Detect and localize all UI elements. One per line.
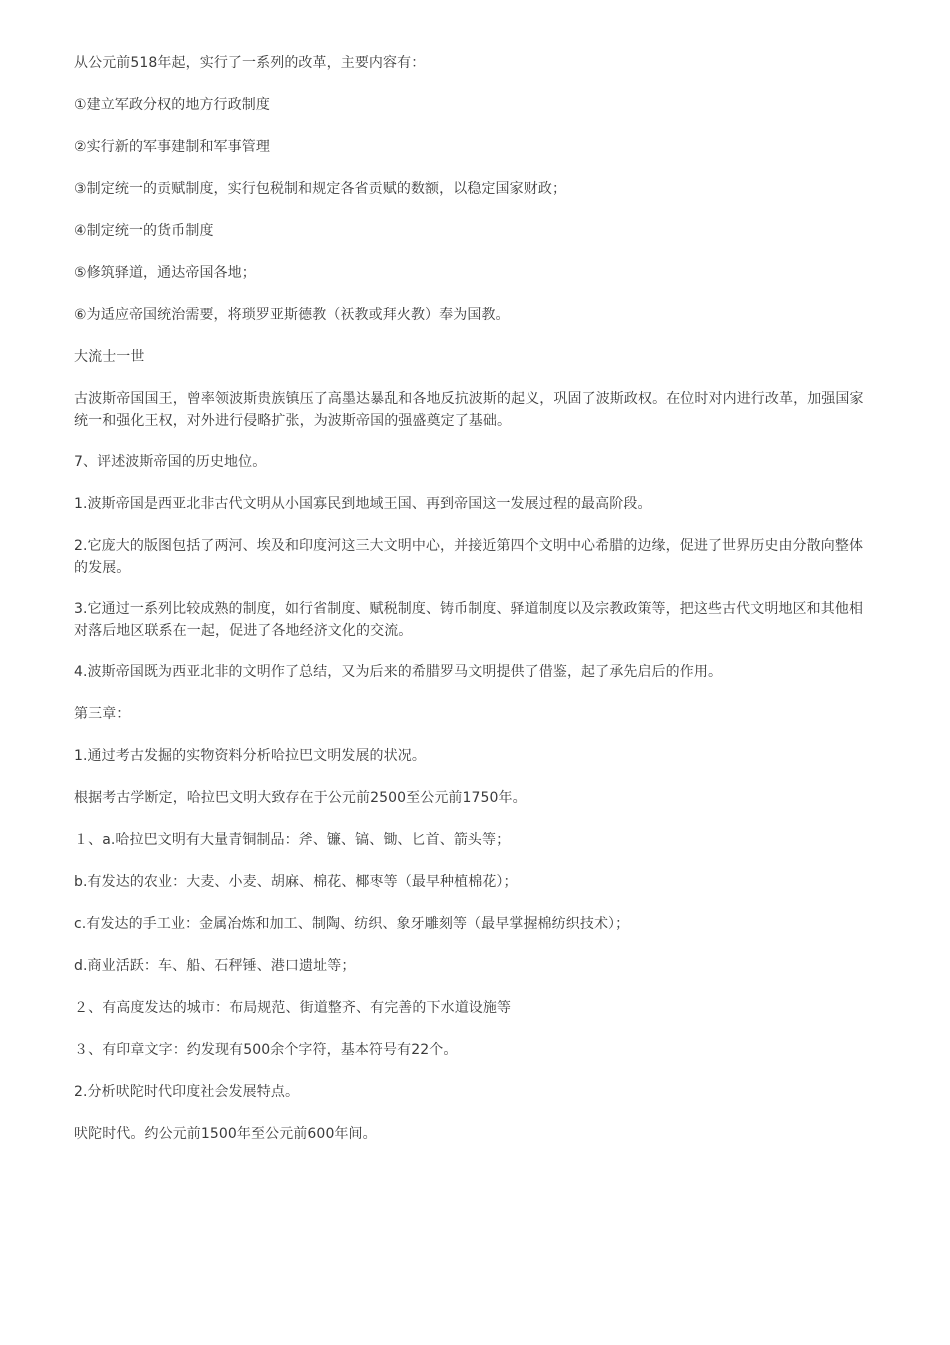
paragraph-harappa-1b: b.有发达的农业：大麦、小麦、胡麻、棉花、椰枣等（最早种植棉花）； — [74, 874, 518, 890]
paragraph-darius-bio: 古波斯帝国国王，曾率领波斯贵族镇压了高墨达暴乱和各地反抗波斯的起义，巩固了波斯政权。在位时对内进行改革，加强国家统一和强化王权，对外进行侵略扩张，为波斯帝国的强盛奠定了基础。 — [74, 391, 864, 429]
heading-darius: 大流士一世 — [74, 349, 145, 365]
paragraph-harappa-1d: d.商业活跃：车、船、石秤锤、港口遗址等； — [74, 958, 356, 974]
paragraph-harappa-1a: １、a.哈拉巴文明有大量青铜制品：斧、镰、镐、锄、匕首、箭头等； — [74, 832, 511, 848]
question-7: 7、评述波斯帝国的历史地位。 — [74, 454, 267, 470]
question-vedic: 2.分析吠陀时代印度社会发展特点。 — [74, 1084, 300, 1100]
paragraph-harappa-2: ２、有高度发达的城市：布局规范、街道整齐、有完善的下水道设施等 — [74, 1000, 512, 1016]
question-harappa: 1.通过考古发掘的实物资料分析哈拉巴文明发展的状况。 — [74, 748, 426, 764]
paragraph-reform-4: ④制定统一的货币制度 — [74, 223, 214, 239]
paragraph-status-2: 2.它庞大的版图包括了两河、埃及和印度河这三大文明中心，并接近第四个文明中心希腊的边缘，促进了世界历史由分散向整体的发展。 — [74, 538, 864, 576]
paragraph-harappa-dating: 根据考古学断定，哈拉巴文明大致存在于公元前2500至公元前1750年。 — [74, 790, 527, 806]
paragraph-harappa-1c: c.有发达的手工业：金属冶炼和加工、制陶、纺织、象牙雕刻等（最早掌握棉纺织技术）； — [74, 916, 630, 932]
paragraph-status-1: 1.波斯帝国是西亚北非古代文明从小国寡民到地域王国、再到帝国这一发展过程的最高阶段。 — [74, 496, 652, 512]
paragraph-reform-6: ⑥为适应帝国统治需要，将琐罗亚斯德教（祆教或拜火教）奉为国教。 — [74, 307, 510, 323]
heading-chapter-3: 第三章： — [74, 706, 131, 722]
paragraph-reform-1: ①建立军政分权的地方行政制度 — [74, 97, 270, 113]
paragraph-vedic-period: 吠陀时代。约公元前1500年至公元前600年间。 — [74, 1126, 377, 1142]
paragraph-status-3: 3.它通过一系列比较成熟的制度，如行省制度、赋税制度、铸币制度、驿道制度以及宗教政策等，把这些古代文明地区和其他相对落后地区联系在一起，促进了各地经济文化的交流。 — [74, 601, 864, 639]
paragraph-harappa-3: ３、有印章文字：约发现有500余个字符，基本符号有22个。 — [74, 1042, 458, 1058]
paragraph-reform-2: ②实行新的军事建制和军事管理 — [74, 139, 270, 155]
paragraph-status-4: 4.波斯帝国既为西亚北非的文明作了总结，又为后来的希腊罗马文明提供了借鉴，起了承先启后的作用。 — [74, 664, 723, 680]
paragraph-reform-5: ⑤修筑驿道，通达帝国各地； — [74, 265, 256, 281]
paragraph-reform-intro: 从公元前518年起，实行了一系列的改革，主要内容有： — [74, 55, 426, 71]
paragraph-reform-3: ③制定统一的贡赋制度，实行包税制和规定各省贡赋的数额，以稳定国家财政； — [74, 181, 567, 197]
